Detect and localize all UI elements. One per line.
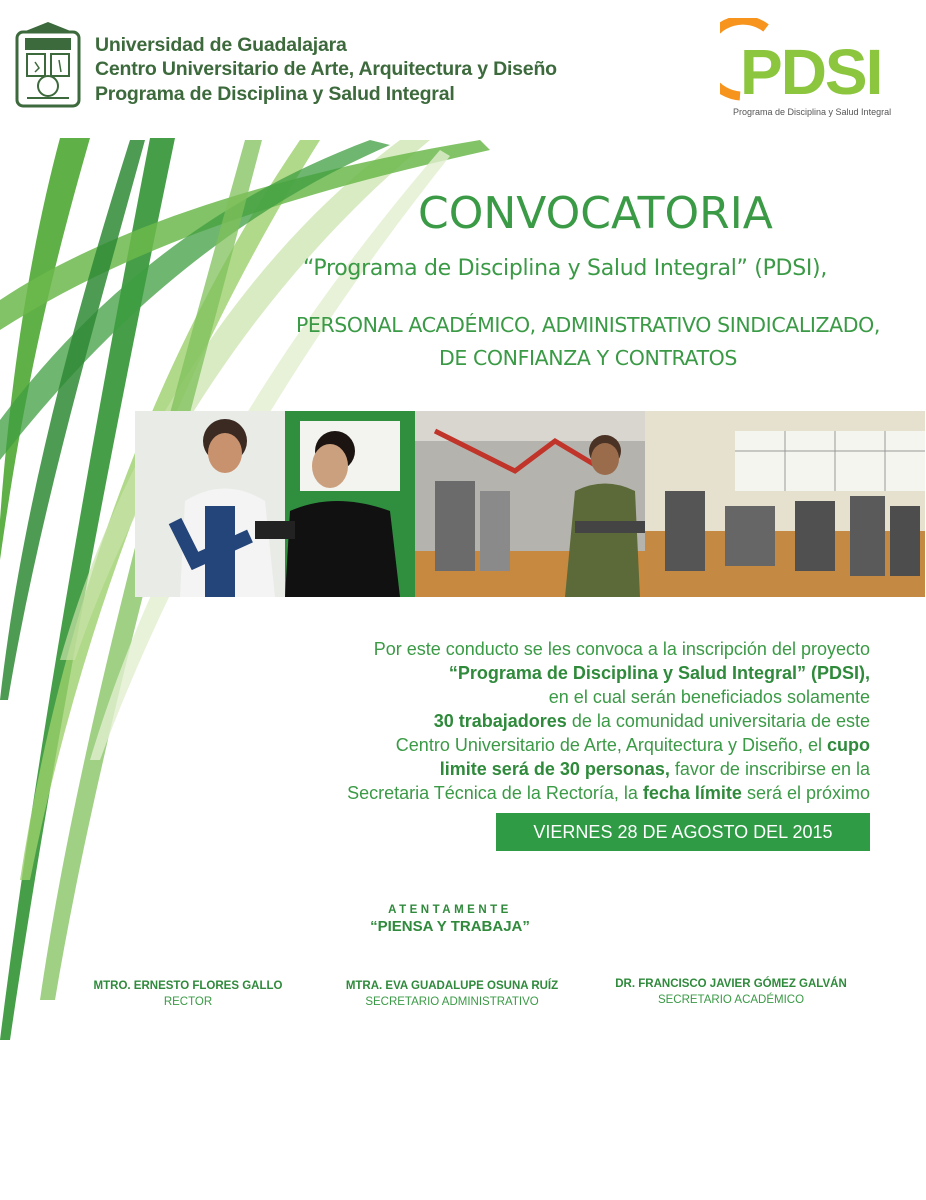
header-program: Programa de Disciplina y Salud Integral [95, 83, 455, 105]
body-line-6: limite será de 30 personas, favor de inscribirse en la [439, 759, 870, 779]
photo-consultation [135, 411, 415, 597]
pdsi-logo [720, 18, 916, 118]
closing-regards: ATENTAMENTE [388, 904, 512, 916]
body-line-4: 30 trabajadores de la comunidad universitaria de este [433, 711, 870, 731]
audience-line-2: DE CONFIANZA Y CONTRATOS [438, 346, 738, 370]
audience-line-1: PERSONAL ACADÉMICO, ADMINISTRATIVO SINDICALIZADO, [295, 313, 881, 337]
body-line-1: Por este conducto se les convoca a la inscripción del proyecto [373, 639, 870, 659]
header-university: Universidad de Guadalajara [95, 34, 347, 56]
signature-role-academic: SECRETARIO ACADÉMICO [657, 994, 805, 1006]
deadline-banner: VIERNES 28 DE AGOSTO DEL 2015 [496, 813, 870, 851]
photo-gym-machines [415, 411, 645, 597]
page-title: CONVOCATORIA [418, 188, 773, 239]
signature-name-rector: MTRO. ERNESTO FLORES GALLO [93, 980, 283, 992]
body-line-5: Centro Universitario de Arte, Arquitectura y Diseño, el cupo [395, 735, 870, 755]
closing-motto: “PIENSA Y TRABAJA” [370, 918, 530, 935]
signature-name-academic: DR. FRANCISCO JAVIER GÓMEZ GALVÁN [615, 978, 847, 990]
body-line-2: “Programa de Disciplina y Salud Integral” (PDSI), [448, 663, 870, 683]
university-crest-icon [15, 22, 81, 108]
header-center: Centro Universitario de Arte, Arquitectura y Diseño [95, 58, 557, 80]
signature-name-admin: MTRA. EVA GUADALUPE OSUNA RUÍZ [345, 980, 559, 992]
body-line-7: Secretaria Técnica de la Rectoría, la fecha límite será el próximo [347, 783, 870, 803]
program-subtitle: “Programa de Disciplina y Salud Integral” (PDSI), [303, 256, 828, 281]
body-line-3: en el cual serán beneficiados solamente [548, 687, 870, 707]
photo-collage [135, 411, 925, 597]
signature-role-admin: SECRETARIO ADMINISTRATIVO [365, 996, 539, 1008]
pdsi-logo-text: PDSI [740, 36, 882, 108]
pdsi-logo-subtitle: Programa de Disciplina y Salud Integral [733, 107, 892, 117]
signature-role-rector: RECTOR [163, 996, 213, 1008]
photo-gym-hall [645, 411, 925, 597]
